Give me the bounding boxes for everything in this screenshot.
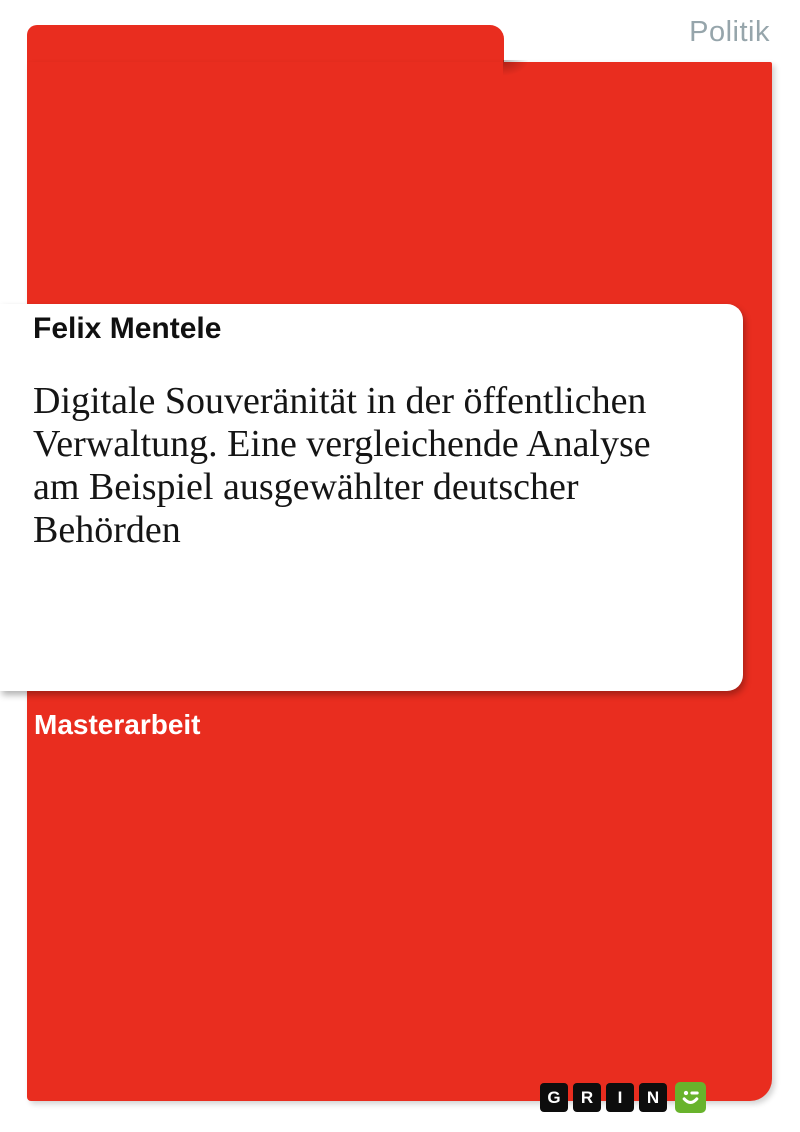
title-line: Behörden — [33, 509, 181, 551]
author-name: Felix Mentele — [33, 312, 222, 345]
winking-smiley-icon — [675, 1082, 706, 1113]
title-line: am Beispiel ausgewählter deutscher — [33, 466, 579, 508]
logo-letter-tile: R — [573, 1083, 601, 1112]
logo-letter-tile: G — [540, 1083, 568, 1112]
title-card — [0, 304, 743, 691]
logo-letter-tile: I — [606, 1083, 634, 1112]
title-line: Verwaltung. Eine vergleichende Analyse — [33, 423, 651, 465]
category-label: Politik — [689, 16, 770, 48]
book-title — [33, 380, 673, 552]
grin-logo — [540, 1083, 706, 1113]
tab-step-shadow — [503, 60, 529, 76]
logo-letter-tile: N — [639, 1083, 667, 1112]
title-line: Digitale Souveränität in der öffentlichen — [33, 380, 647, 422]
thesis-type-label: Masterarbeit — [34, 709, 201, 740]
